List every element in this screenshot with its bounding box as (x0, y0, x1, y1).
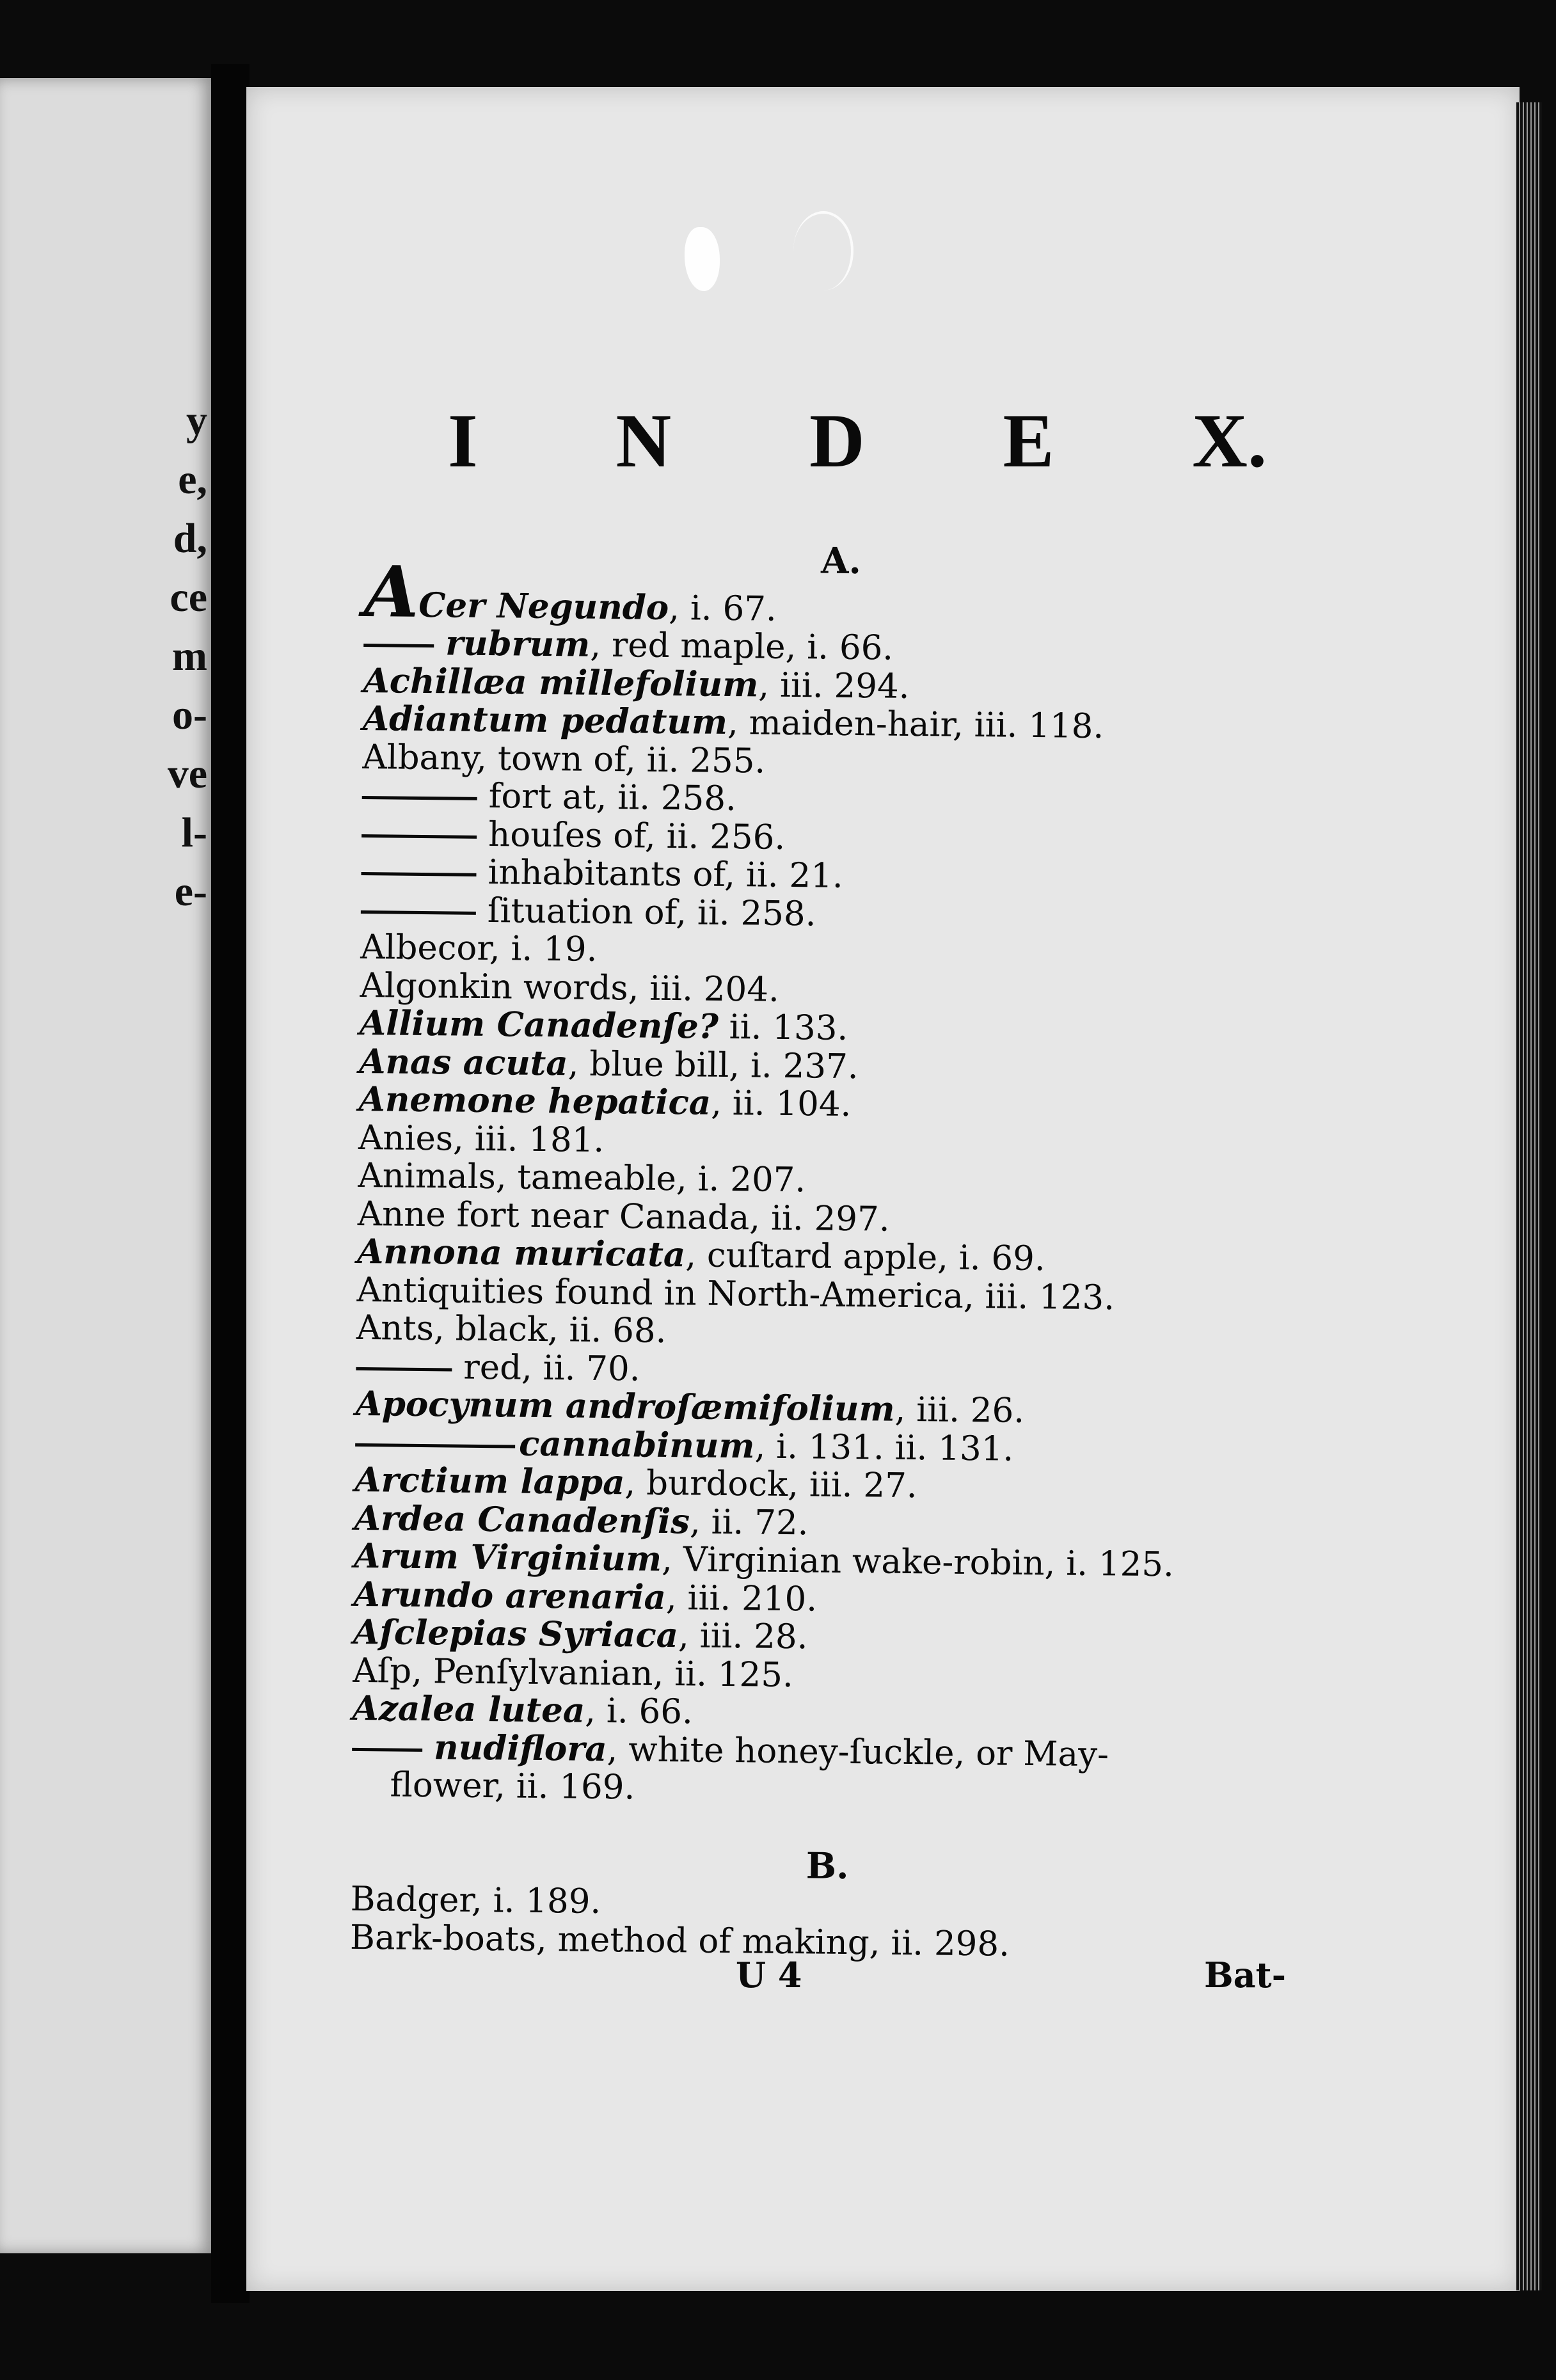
drop-cap: A (363, 550, 420, 633)
page-footer (736, 1955, 1286, 1995)
previous-page-edge (0, 78, 211, 2253)
entry-text: , iii. 26. (894, 1390, 1025, 1431)
ditto-rule (361, 910, 476, 914)
entry-text: ii. 133. (718, 1007, 848, 1048)
entry-term: Allium Canadenſe? (359, 1003, 719, 1047)
ditto-rule (352, 1747, 422, 1751)
entry-term: Adiantum pedatum (362, 698, 728, 742)
entry-term: Apocynum androſæmifolium (355, 1383, 895, 1429)
paper-stain-outline (793, 211, 853, 290)
entry-text: , blue bill, i. 237. (568, 1043, 859, 1086)
title-letter: X. (1192, 398, 1267, 483)
entry-text: Algonkin words, iii. 204. (360, 965, 780, 1010)
section-heading-a: A. (820, 539, 862, 583)
index-entries (350, 537, 1235, 1965)
entry-term: Anas acuta (359, 1041, 569, 1083)
entry-text: Ants, black, ii. 68. (356, 1308, 667, 1351)
fragment: ce (170, 574, 207, 621)
page-stack-edge (1516, 102, 1542, 2290)
fragment: o- (172, 692, 207, 738)
entry-term: rubrum (445, 623, 591, 665)
signature-mark: U 4 (736, 1955, 802, 1995)
ditto-rule (356, 1367, 452, 1371)
entry-text: Bark-boats, method of making, ii. 298. (349, 1917, 1010, 1964)
ditto-rule (362, 796, 477, 800)
fragment: e- (174, 868, 207, 915)
section-heading-b: B. (806, 1844, 850, 1887)
entry-text: Albecor, i. 19. (360, 927, 598, 969)
entry-term: cannabinum (518, 1424, 755, 1466)
entry-text: , Virginian wake-robin, i. 125. (661, 1539, 1175, 1585)
bleed-through-text (1203, 377, 1497, 1785)
entry-term: Annona muricata (356, 1231, 686, 1275)
entry-text: , ii. 104. (710, 1083, 852, 1125)
entry-text: Anies, iii. 181. (358, 1118, 605, 1160)
entry-text: red, ii. 70. (463, 1347, 640, 1389)
previous-page-text-fragments (168, 392, 207, 921)
entry-text: Animals, tameable, i. 207. (358, 1155, 806, 1200)
entry-term: Aſclepias Syriaca (353, 1612, 679, 1656)
entry-text: ſituation of, ii. 258. (487, 891, 816, 933)
title-letter: D (809, 398, 865, 483)
entry-text: , i. 66. (584, 1691, 694, 1732)
entry-text: Badger, i. 189. (350, 1879, 601, 1921)
entry-text: , white honey-ſuckle, or May-flower, ii. 169. (390, 1729, 1109, 1807)
entry-text: Anne fort near Canada, ii. 297. (357, 1194, 890, 1239)
entry-term: Cer Negundo (418, 585, 669, 628)
fragment: ve (167, 750, 207, 797)
book-gutter (211, 64, 250, 2303)
fragment: d, (173, 515, 207, 562)
entry-text: fort at, ii. 258. (488, 777, 737, 819)
entry-text: , ii. 72. (689, 1502, 809, 1543)
catchword: Bat- (1204, 1955, 1286, 1995)
entry-text: , i. 67. (668, 588, 777, 629)
title-letter: N (615, 398, 672, 483)
entry-text: Aſp, Penſylvanian, ii. 125. (353, 1651, 794, 1695)
entry-term: Anemone hepatica (358, 1079, 711, 1123)
entry-term: Arundo arenaria (353, 1574, 667, 1617)
title-letter: E (1003, 398, 1054, 483)
page-title (448, 397, 1267, 485)
entry-text: Antiquities found in North-America, iii. 123. (356, 1270, 1115, 1317)
ditto-rule (361, 872, 476, 877)
entry-term: Arum Virginium (354, 1535, 662, 1579)
entry-text: , burdock, iii. 27. (624, 1463, 918, 1506)
entry-text: , i. 131. ii. 131. (754, 1426, 1014, 1469)
entry-text: , cuſtard apple, i. 69. (685, 1235, 1046, 1279)
entry-text: inhabitants of, ii. 21. (488, 853, 844, 896)
index-entry (351, 1727, 1222, 1813)
entry-term: Achillæa millefolium (363, 660, 759, 704)
fragment: m (172, 633, 207, 679)
entry-term: Ardea Canadenſis (354, 1498, 690, 1541)
fragment: l- (181, 809, 207, 856)
entry-term: Arctium lappa (354, 1459, 625, 1503)
entry-text: , maiden-hair, iii. 118. (727, 702, 1104, 747)
fragment: e, (178, 456, 207, 503)
title-letter: I (448, 398, 478, 483)
entry-text: , iii. 28. (678, 1616, 808, 1657)
entry-text: , red maple, i. 66. (590, 625, 894, 668)
ditto-rule (355, 1443, 515, 1448)
ditto-rule (363, 644, 434, 647)
entry-text: houſes of, ii. 256. (488, 814, 786, 857)
entry-text: , iii. 294. (758, 665, 910, 706)
ditto-rule (361, 834, 477, 838)
entry-text: , iii. 210. (665, 1578, 818, 1619)
entry-term: Azalea lutea (352, 1688, 585, 1731)
fragment: y (186, 397, 207, 444)
entry-term: nudiflora (433, 1727, 607, 1769)
entry-text: Albany, town of, ii. 255. (362, 737, 766, 781)
